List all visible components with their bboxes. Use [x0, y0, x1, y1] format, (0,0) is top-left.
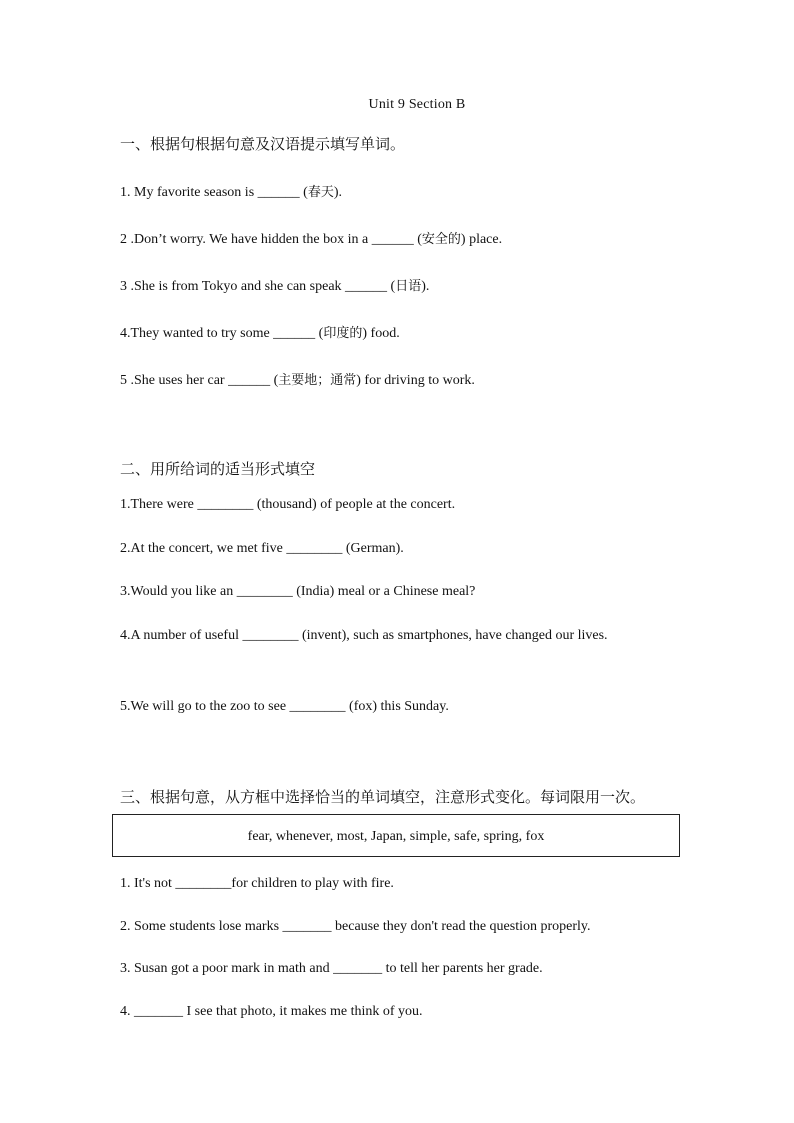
- section-2-item-2: 2.At the concert, we met five ________ (German).: [120, 541, 404, 556]
- section-2-heading: 二、用所给词的适当形式填空: [120, 460, 316, 478]
- section-1-item-4: 4.They wanted to try some ______ (印度的) food.: [120, 326, 400, 341]
- section-3-item-2: 2. Some students lose marks _______ because they don't read the question properly.: [120, 919, 591, 934]
- section-3-item-4: 4. _______ I see that photo, it makes me think of you.: [120, 1004, 423, 1019]
- section-2-item-4: 4.A number of useful ________ (invent), such as smartphones, have changed our lives.: [120, 628, 608, 643]
- section-1-item-5: 5 .She uses her car ______ (主要地；通常) for driving to work.: [120, 373, 475, 388]
- section-2-item-1: 1.There were ________ (thousand) of people at the concert.: [120, 497, 456, 512]
- section-1-item-3: 3 .She is from Tokyo and she can speak ______ (日语).: [120, 279, 430, 294]
- section-3-item-1: 1. It's not ________for children to play with fire.: [120, 876, 394, 891]
- section-1-heading: 一、根据句根据句意及汉语提示填写单词。: [120, 135, 406, 153]
- section-3-item-3: 3. Susan got a poor mark in math and _______ to tell her parents her grade.: [120, 961, 543, 976]
- section-2-item-3: 3.Would you like an ________ (India) meal or a Chinese meal?: [120, 584, 476, 599]
- word-bank-box: fear, whenever, most, Japan, simple, safe, spring, fox: [112, 814, 680, 857]
- section-1-item-2: 2 .Don’t worry. We have hidden the box in a ______ (安全的) place.: [120, 232, 503, 247]
- section-3-heading: 三、根据句意，从方框中选择恰当的单词填空，注意形式变化。每词限用一次。: [120, 788, 646, 806]
- section-1-item-1: 1. My favorite season is ______ (春天).: [120, 185, 342, 200]
- section-2-item-5: 5.We will go to the zoo to see ________ (fox) this Sunday.: [120, 699, 449, 714]
- page-title: Unit 9 Section B: [368, 97, 466, 112]
